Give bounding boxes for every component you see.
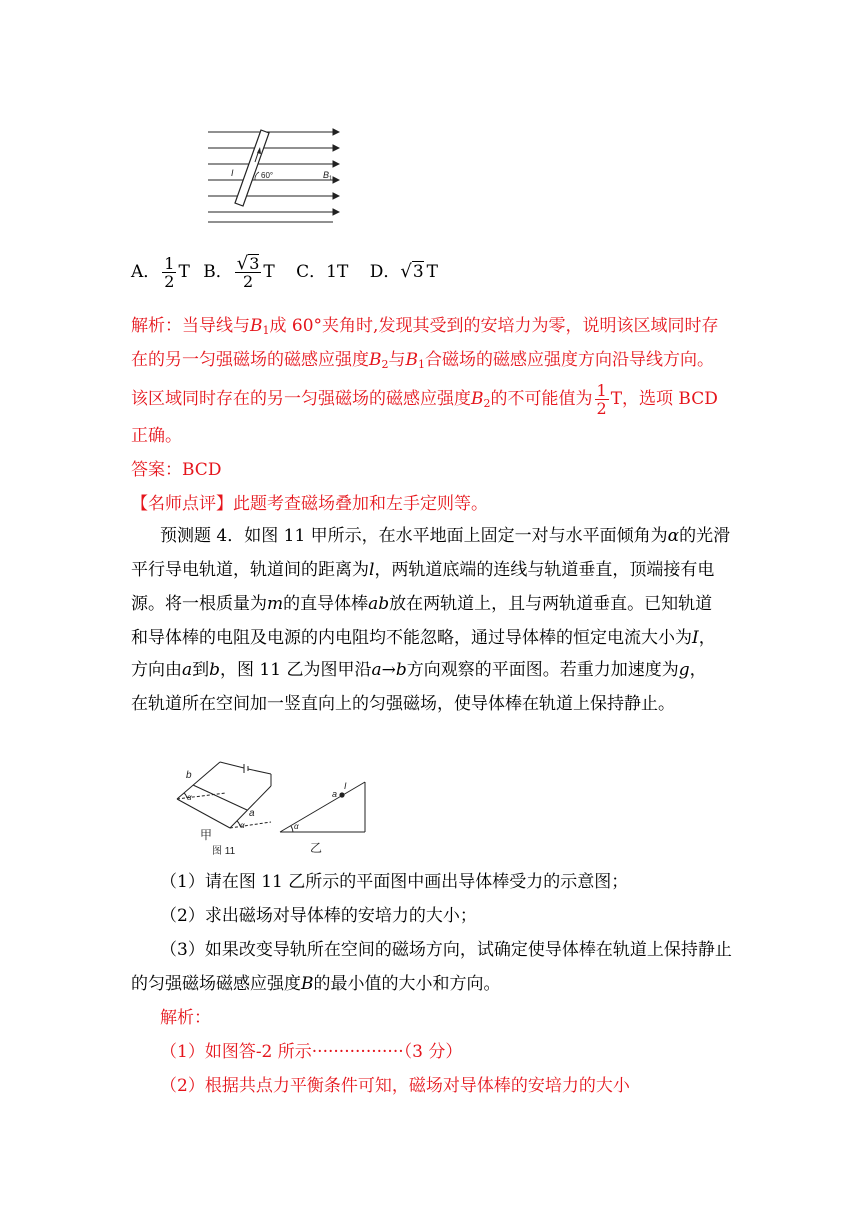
fig11-alpha-2: α — [240, 821, 245, 830]
answer-line: 答案：BCD — [131, 460, 222, 480]
problem4-line-6: 在轨道所在空间加一竖直向上的匀强磁场，使导体棒在轨道上保持静止。 — [131, 694, 675, 714]
option-b: B． $\frac{√3}{2}$ T — [203, 253, 275, 291]
fig11-alpha-3: α — [294, 822, 299, 831]
problem4-line-4: 和导体棒的电阻及电源的内电阻均不能忽略，通过导体棒的恒定电流大小为I， — [131, 628, 716, 648]
option-c: C．1T — [296, 261, 349, 282]
analysis-line-2: 在的另一匀强磁场的磁感应强度$B_2$与$B_1$合磁场的磁感应强度方向沿导线方向。 — [131, 350, 714, 371]
fig11-caption: 图 11 — [212, 846, 236, 857]
analysis2-head: 解析： — [160, 1008, 211, 1028]
analysis-line-1: 解析：当导线与$B_1$成 60°夹角时,发现其受到的安培力为零，说明该区域同时存 — [131, 316, 719, 337]
analysis2-step-2: （2）根据共点力平衡条件可知，磁场对导体棒的安培力的大小 — [160, 1076, 630, 1096]
fig11-label-i: I — [344, 781, 347, 791]
problem4-line-5: 方向由a到b，图 11 乙为图甲沿a→b方向观察的平面图。若重力加速度为g， — [131, 660, 707, 680]
question-3-line-2: 的匀强磁场磁感应强度B的最小值的大小和方向。 — [131, 974, 501, 994]
fig11-label-yi: 乙 — [310, 841, 323, 855]
analysis-line-4: 正确。 — [131, 426, 182, 446]
teacher-comment: 【名师点评】此题考查磁场叠加和左手定则等。 — [131, 494, 488, 514]
fig11-alpha-1: α — [187, 793, 192, 802]
wire-current-label: I — [231, 168, 234, 178]
wire-field-figure — [205, 128, 340, 228]
b1-label: $B_1$ — [323, 170, 333, 182]
fig11-label-a: a — [249, 808, 255, 819]
analysis-line-3: 该区域同时存在的另一匀强磁场的磁感应强度$B_2$的不可能值为 $\frac{1}{2}$ T，选项 BCD — [131, 381, 718, 418]
option-d: D．√3 T — [369, 260, 439, 282]
fig11-label-b: b — [186, 770, 192, 781]
options-row — [131, 254, 438, 290]
fig11-label-a2: a — [332, 789, 338, 799]
problem4-line-1: 预测题 4．如图 11 甲所示，在水平地面上固定一对与水平面倾角为α的光滑 — [160, 526, 731, 546]
option-a: A． $\frac{1}{2}$ T — [131, 253, 190, 291]
analysis2-step-1: （1）如图答-2 所示·················（3 分） — [160, 1042, 463, 1062]
angle-label: 60° — [261, 171, 274, 180]
problem4-line-3: 源。将一根质量为m的直导体棒ab放在两轨道上，且与两轨道垂直。已知轨道 — [131, 594, 713, 614]
fig11-label-jia: 甲 — [200, 828, 213, 842]
figure-11 — [160, 752, 370, 858]
question-1: （1）请在图 11 乙所示的平面图中画出导体棒受力的示意图； — [160, 872, 629, 892]
question-3-line-1: （3）如果改变导轨所在空间的磁场方向，试确定使导体棒在轨道上保持静止 — [160, 940, 732, 960]
problem4-line-2: 平行导电轨道，轨道间的距离为l，两轨道底端的连线与轨道垂直，顶端接有电 — [131, 560, 715, 580]
question-2: （2）求出磁场对导体棒的安培力的大小； — [160, 906, 477, 926]
